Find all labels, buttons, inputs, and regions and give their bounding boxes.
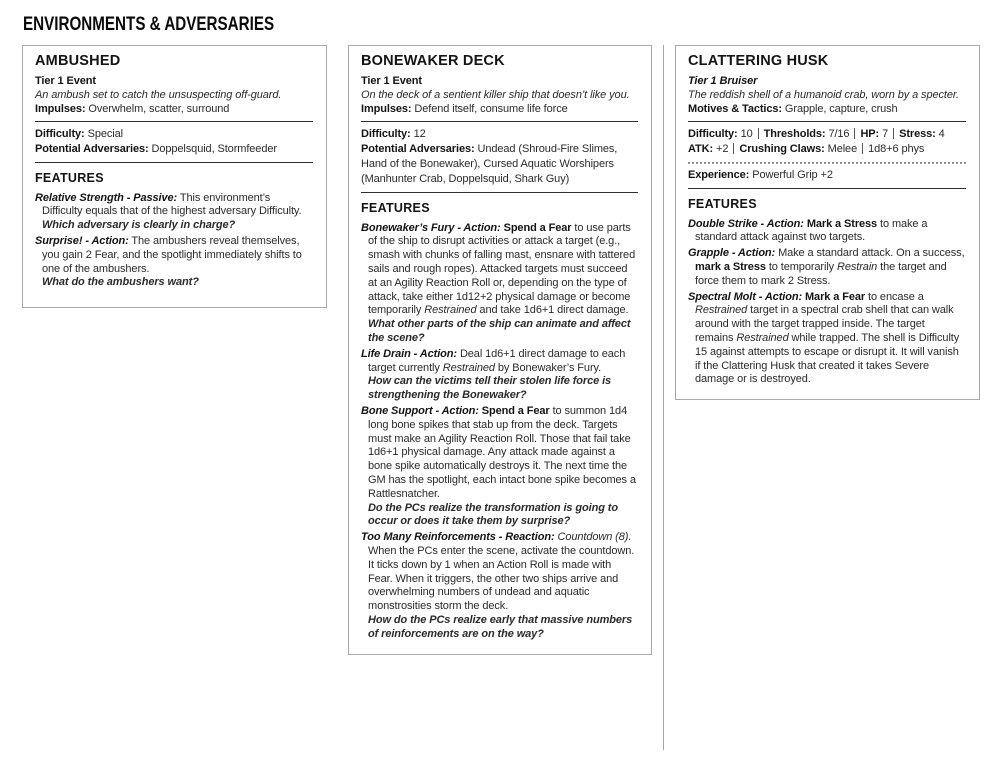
- text-segment: Impulses:: [35, 102, 86, 115]
- traits-line: [361, 102, 638, 116]
- stat-line: [361, 127, 638, 142]
- text-segment: Restrained: [424, 304, 477, 317]
- text-segment: and take 1d6+1 direct damage.: [476, 304, 629, 317]
- text-segment: Overwhelm, scatter, surround: [85, 102, 230, 115]
- text-segment: to use parts of the ship to disrupt activities or attack a target (e.g., smash with chunks of falling mast, ensnare with tattered sails and rough ropes). Attacked targets must succeed at an Agility Reaction Roll or, depending on the type of attack, take either 1d12+2 physical damage or become temporarily: [368, 221, 636, 317]
- feature-text: [361, 222, 638, 319]
- tier-line: [35, 74, 313, 88]
- text-segment: Relative Strength - Passive:: [35, 191, 178, 204]
- text-segment: Spectral Molt - Action:: [688, 290, 803, 303]
- text-segment: Restrained: [695, 304, 748, 317]
- text-segment: ATK:: [688, 142, 714, 155]
- feature-text: [361, 405, 638, 502]
- text-segment: Stress:: [899, 127, 936, 140]
- flavor-text: [688, 88, 966, 102]
- text-segment: to temporarily: [765, 260, 838, 273]
- feature-question: What do the ambushers want?: [42, 276, 199, 289]
- feature-text: [361, 348, 638, 376]
- text-segment: When the PCs enter the scene, activate the countdown. It ticks down by 1 when an Action Roll is made with Fear. When it triggers, the other two ships arrive and overwhelming numbers of undead and aquatic monstrosities storm the deck.: [368, 544, 635, 613]
- text-segment: Surprise! - Action:: [35, 234, 129, 247]
- feature-text: [688, 247, 966, 288]
- stat-line: [361, 142, 638, 187]
- text-segment: Restrain: [837, 260, 878, 273]
- text-segment: Special: [84, 127, 123, 140]
- text-segment: Spend a Fear: [500, 221, 572, 234]
- feature-question: How can the victims tell their stolen life force is strengthening the Bonewaker?: [368, 375, 612, 402]
- text-segment: the target and force them to mark 2 Stress.: [695, 260, 947, 287]
- text-segment: Impulses:: [361, 102, 412, 115]
- text-segment: Tier 1 Event: [361, 74, 422, 87]
- text-segment: 12: [410, 127, 426, 140]
- text-segment: Grapple, capture, crush: [781, 102, 898, 115]
- features-heading: FEATURES: [35, 170, 104, 185]
- text-segment: mark a Stress: [695, 260, 766, 273]
- divider-rule: [35, 121, 313, 122]
- text-segment: to encase a: [865, 290, 924, 303]
- text-segment: Mark a Stress: [803, 217, 878, 230]
- text-segment: An ambush set to catch the unsuspecting off-guard.: [35, 88, 282, 101]
- flavor-text: [361, 88, 638, 102]
- feature-item: [361, 222, 638, 346]
- text-segment: Restrained: [736, 331, 789, 344]
- text-segment: Crushing Claws:: [739, 142, 825, 155]
- tier-line: [688, 74, 966, 88]
- experience-line: [688, 168, 966, 183]
- card-title: CLATTERING HUSK: [688, 53, 829, 69]
- text-segment: Motives & Tactics:: [688, 102, 782, 115]
- text-segment: HP:: [860, 127, 880, 140]
- divider-rule: [688, 121, 966, 122]
- stat-line: [688, 142, 966, 157]
- text-segment: Spend a Fear: [478, 404, 550, 417]
- text-segment: Difficulty:: [35, 127, 85, 140]
- text-segment: Restrained: [442, 361, 495, 374]
- text-segment: Melee: [824, 142, 858, 155]
- divider-rule: [688, 188, 966, 189]
- text-segment: 1d8+6 phys: [868, 142, 925, 155]
- feature-text: [688, 218, 966, 246]
- features-heading: FEATURES: [361, 200, 430, 215]
- divider-rule: [361, 121, 638, 122]
- text-segment: 7: [879, 127, 889, 140]
- text-segment: Make a standard attack. On a success,: [775, 247, 965, 260]
- text-segment: Bonewaker’s Fury - Action:: [361, 221, 501, 234]
- text-segment: Mark a Fear: [802, 290, 866, 303]
- feature-text: [35, 235, 313, 276]
- text-segment: Defend itself, consume life force: [411, 102, 568, 115]
- text-segment: 4: [935, 127, 945, 140]
- page-column-divider: [663, 45, 664, 750]
- stat-line: [35, 142, 313, 157]
- page-title: ENVIRONMENTS & ADVERSARIES: [23, 14, 275, 35]
- feature-item: [35, 235, 313, 290]
- traits-line: [688, 102, 966, 116]
- feature-question: What other parts of the ship can animate and affect the scene?: [368, 318, 631, 344]
- feature-question: Which adversary is clearly in charge?: [42, 219, 236, 232]
- feature-text: [35, 192, 313, 220]
- text-segment: 7/16: [825, 127, 850, 140]
- feature-item: [688, 218, 966, 246]
- text-segment: Thresholds:: [763, 127, 826, 140]
- stat-line: [688, 127, 966, 142]
- text-segment: Countdown (8).: [554, 531, 632, 544]
- text-segment: This environment’s Difficulty equals that of the highest adversary Difficulty.: [42, 191, 302, 218]
- text-segment: Grapple - Action:: [688, 247, 776, 260]
- stat-separator: [758, 128, 759, 139]
- text-segment: Tier 1 Bruiser: [688, 74, 758, 87]
- stat-separator: [862, 143, 863, 154]
- text-segment: +2: [713, 142, 729, 155]
- stat-line: [35, 127, 313, 142]
- text-segment: Doppelsquid, Stormfeeder: [148, 142, 277, 155]
- feature-text: [688, 291, 966, 388]
- feature-item: [35, 192, 313, 233]
- feature-item: [361, 405, 638, 529]
- feature-question: Do the PCs realize the transformation is going to occur or does it take them by surprise?: [368, 501, 618, 528]
- text-segment: The ambushers reveal themselves, you gain 2 Fear, and the spotlight immediately shifts to one of the ambushers.: [42, 234, 302, 275]
- text-segment: Undead (Shroud-Fire Slimes, Hand of the Bonewaker), Cursed Aquatic Worshipers (Manhunter Crab, Doppelsquid, Shark Guy): [361, 142, 618, 185]
- feature-item: [688, 247, 966, 288]
- text-segment: Bone Support - Action:: [361, 404, 479, 417]
- text-segment: while trapped. The shell is Difficulty 15 against attempts to escape or disrupt it. It will vanish if the Clattering Husk that created it takes Severe damage or is destroyed.: [695, 331, 960, 386]
- divider-rule: [361, 192, 638, 193]
- feature-text: [361, 531, 638, 614]
- feature-question: How do the PCs realize early that massive numbers of reinforcements are on the way?: [368, 613, 633, 640]
- text-segment: Deal 1d6+1 direct damage to each target currently: [368, 347, 626, 374]
- traits-line: [35, 102, 313, 116]
- text-segment: On the deck of a sentient killer ship that doesn’t like you.: [361, 88, 630, 101]
- flavor-text: [35, 88, 313, 102]
- feature-item: [361, 531, 638, 641]
- text-segment: Potential Adversaries:: [35, 142, 149, 155]
- text-segment: Difficulty:: [361, 127, 411, 140]
- card-bonewaker-deck: [348, 45, 652, 655]
- dotted-rule: [688, 162, 966, 164]
- text-segment: Tier 1 Event: [35, 74, 96, 87]
- text-segment: Difficulty:: [688, 127, 738, 140]
- tier-line: [361, 74, 638, 88]
- text-segment: by Bonewaker’s Fury.: [494, 361, 602, 374]
- stat-separator: [733, 143, 734, 154]
- text-segment: Life Drain - Action:: [361, 347, 457, 360]
- text-segment: Too Many Reinforcements - Reaction:: [361, 531, 555, 544]
- feature-item: [361, 348, 638, 403]
- text-segment: Experience:: [688, 168, 750, 181]
- card-title: BONEWAKER DECK: [361, 53, 505, 69]
- text-segment: to make a standard attack against two targets.: [695, 217, 928, 244]
- text-segment: 10: [737, 127, 753, 140]
- features-heading: FEATURES: [688, 196, 757, 211]
- stat-separator: [854, 128, 855, 139]
- text-segment: to summon 1d4 long bone spikes that stab up from the deck. Targets must make an Agility Reaction Roll. Those that fail take 1d6+1 physical damage. Any attack made against a bone spike automatically destroys it. The next time the GM has the spotlight, each intact bone spike becomes a Rattlesnatcher.: [368, 404, 636, 500]
- text-segment: The reddish shell of a humanoid crab, worn by a specter.: [688, 88, 959, 101]
- divider-rule: [35, 162, 313, 163]
- text-segment: Powerful Grip +2: [749, 168, 833, 181]
- text-segment: Potential Adversaries:: [361, 142, 475, 155]
- feature-item: [688, 291, 966, 388]
- card-ambushed: [22, 45, 327, 308]
- text-segment: target in a spectral crab shell that can walk around with the target trapped inside. The target remains: [695, 304, 954, 344]
- text-segment: Double Strike - Action:: [688, 217, 804, 230]
- card-clattering-husk: [675, 45, 980, 400]
- card-title: AMBUSHED: [35, 53, 121, 69]
- stat-separator: [893, 128, 894, 139]
